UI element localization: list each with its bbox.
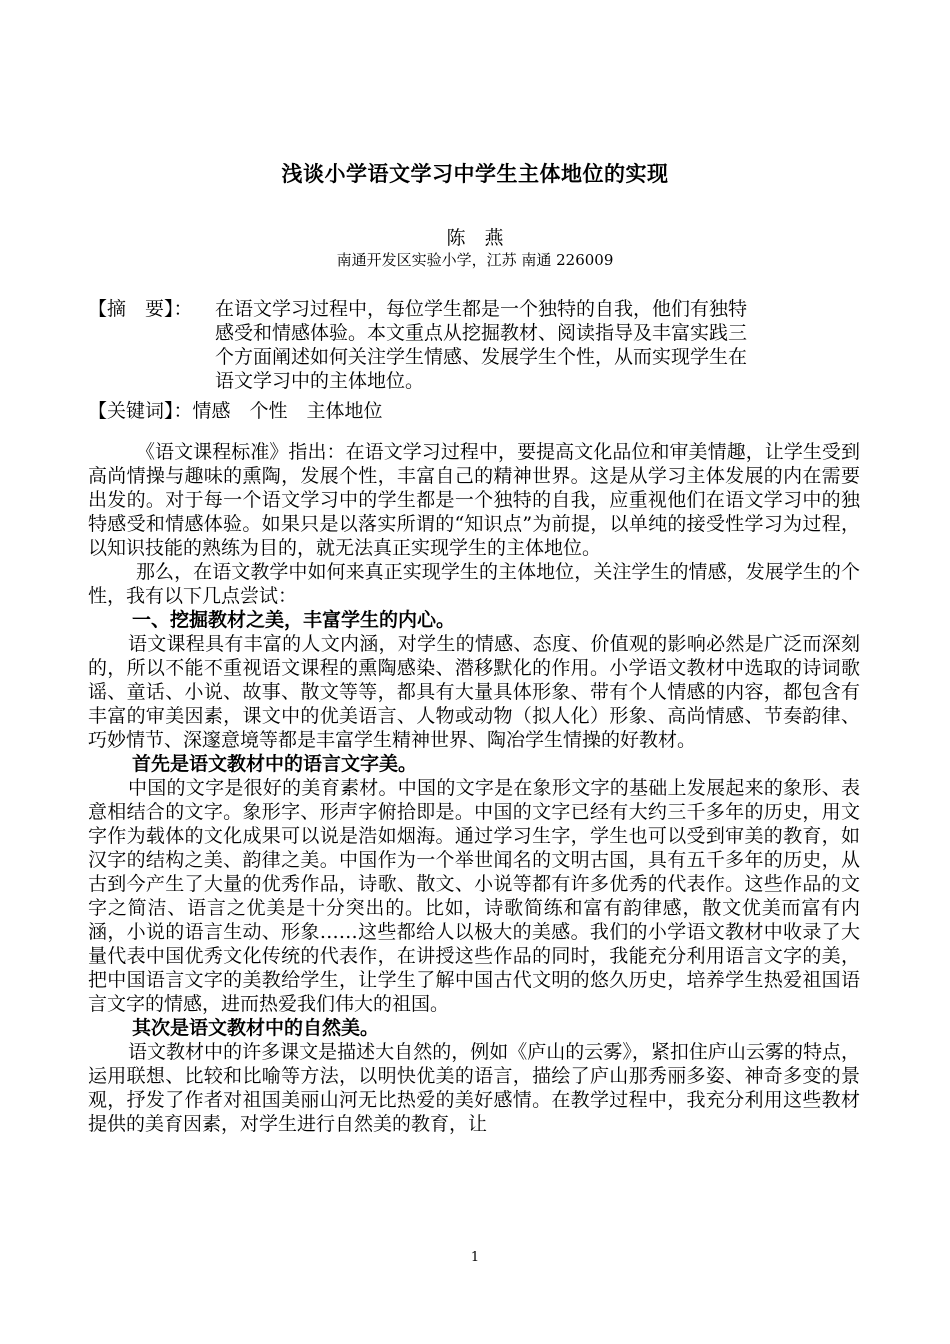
abstract-section: [88, 297, 878, 393]
author-affiliation: 南通开发区实验小学，江苏 南通 226009: [336, 251, 614, 269]
body-text: [88, 440, 860, 1136]
paragraph: 中国的文字是很好的美育素材。中国的文字是在象形文字的基础上发展起来的象形、表意相结合的文字。象形字、形声字俯拾即是。中国的文字已经有大约三千多年的历史，用文字作为载体的文化成果可以说是浩如烟海。通过学习生字，学生也可以受到审美的教育，如汉字的结构之美、韵律之美。中国作为一个举世闻名的文明古国，具有五千多年的历史，从古到今产生了大量的优秀作品，诗歌、散文、小说等都有许多优秀的代表作。这些作品的文字之简洁、语言之优美是十分突出的。比如，诗歌简练和富有韵律感，散文优美而富有内涵，小说的语言生动、形象……这些都给人以极大的美感。我们的小学语文教材中收录了大量代表中国优秀文化传统的代表作，在讲授这些作品的同时，我能充分利用语言文字的美，把中国语言文字的美教给学生，让学生了解中国古代文明的悠久历史，培养学生热爱祖国语言文字的情感，进而热爱我们伟大的祖国。: [88, 777, 860, 1015]
section-heading: 其次是语文教材中的自然美。: [132, 1017, 380, 1039]
paragraph: 《语文课程标准》指出：在语文学习过程中，要提高文化品位和审美情趣，让学生受到高尚情操与趣味的熏陶，发展个性，丰富自己的精神世界。这是从学习主体发展的内在需要出发的。对于每一个语文学习中的学生都是一个独特的自我，应重视他们在语文学习中的独特感受和情感体验。如果只是以落实所谓的“知识点”为前提，以单纯的接受性学习为过程，以知识技能的熟练为目的，就无法真正实现学生的主体地位。: [88, 441, 860, 559]
keywords-label: 【关键词】：: [88, 400, 193, 422]
paragraph: 语文教材中的许多课文是描述大自然的，例如《庐山的云雾》，紧扣住庐山云雾的特点，运用联想、比较和比喻等方法，以明快优美的语言，描绘了庐山那秀丽多姿、神奇多变的景观，抒发了作者对祖国美丽山河无比热爱的美好感情。在教学过程中，我充分利用这些教材提供的美育因素，对学生进行自然美的教育，让: [88, 1041, 860, 1135]
paragraph: 语文课程具有丰富的人文内涵，对学生的情感、态度、价值观的影响必然是广泛而深刻的，所以不能不重视语文课程的熏陶感染、潜移默化的作用。小学语文教材中选取的诗词歌谣、童话、小说、故事、散文等等，都具有大量具体形象、带有个人情感的内容，都包含有丰富的审美因素，课文中的优美语言、人物或动物（拟人化）形象、高尚情感、节奏韵律、巧妙情节、深邃意境等都是丰富学生精神世界、陶冶学生情操的好教材。: [88, 633, 860, 751]
page-number: 1: [470, 1250, 480, 1265]
document-title: 浅谈小学语文学习中学生主体地位的实现: [281, 161, 669, 186]
author-name: 陈 燕: [446, 227, 504, 249]
abstract-text: 在语文学习过程中，每位学生都是一个独特的自我，他们有独特感受和情感体验。本文重点从挖掘教材、阅读指导及丰富实践三个方面阐述如何关注学生情感、发展学生个性，从而实现学生在语文学习中的主体地位。: [215, 298, 748, 392]
section-heading: 首先是语文教材中的语言文字美。: [132, 753, 418, 775]
abstract-label: 【摘 要】：: [88, 298, 193, 320]
paragraph: 那么，在语文教学中如何来真正实现学生的主体地位，关注学生的情感，发展学生的个性，我有以下几点尝试：: [88, 561, 860, 607]
section-heading: 一、挖掘教材之美，丰富学生的内心。: [132, 609, 456, 631]
keywords-section: [88, 396, 383, 423]
keywords-text: 情感 个性 主体地位: [192, 400, 383, 422]
